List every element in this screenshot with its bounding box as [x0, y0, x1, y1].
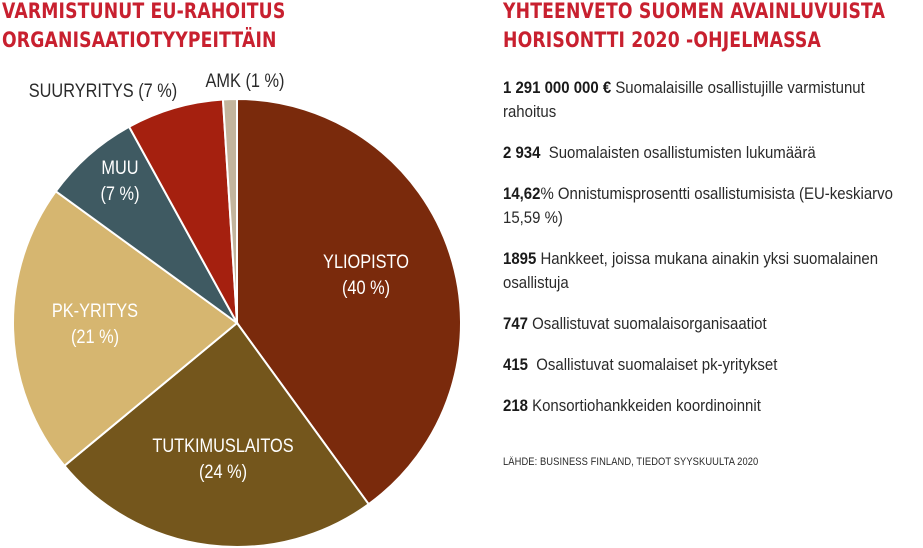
key-figure [503, 312, 917, 336]
pie-label-pk-yritys: PK-YRITYS (21 %) [51, 299, 139, 348]
key-figure-value: 2 934 [503, 143, 541, 162]
key-figure-text: Konsortiohankkeiden koordinoinnit [532, 396, 761, 415]
key-figure-text: Osallistuvat suomalaiset pk-yritykset [536, 355, 778, 374]
chart-title-line-1: VARMISTUNUT EU-RAHOITUS [2, 0, 286, 23]
key-figure [503, 76, 917, 124]
pie-label-suuryritys: SUURYRITYS (7 %) [28, 79, 178, 102]
key-figure [503, 182, 917, 230]
key-figure [503, 141, 917, 165]
summary-title-line-2: HORISONTTI 2020 -OHJELMASSA [503, 28, 821, 52]
pie-label-muu: MUU (7 %) [100, 156, 140, 205]
pie-label-yliopisto: YLIOPISTO (40 %) [323, 250, 409, 299]
key-figure-value: 747 [503, 314, 528, 333]
chart-title-line-2: ORGANISAATIOTYYPEITTÄIN [2, 28, 277, 52]
key-figure [503, 247, 917, 295]
key-figure-value: 1 291 000 000 € [503, 78, 612, 97]
summary-title [503, 0, 885, 55]
pie-label-amk: AMK (1 %) [205, 69, 285, 92]
pie-label-tutkimuslaitos: TUTKIMUSLAITOS (24 %) [152, 434, 294, 483]
source-note: LÄHDE: BUSINESS FINLAND, TIEDOT SYYSKUULTA 2020 [503, 456, 759, 468]
key-figure-text: % Onnistumisprosentti osallistumisista (EU-keskiarvo 15,59 %) [503, 184, 893, 227]
key-figures-list [503, 76, 923, 435]
key-figure [503, 394, 917, 418]
key-figure-text: Hankkeet, joissa mukana ainakin yksi suomalainen osallistuja [503, 249, 879, 292]
key-figure-value: 415 [503, 355, 528, 374]
key-figure-value: 218 [503, 396, 528, 415]
key-figure-text: Osallistuvat suomalaisorganisaatiot [532, 314, 767, 333]
summary-title-line-1: YHTEENVETO SUOMEN AVAINLUVUISTA [503, 0, 886, 23]
key-figure-text: Suomalaisten osallistumisten lukumäärä [548, 143, 816, 162]
key-figure-value: 14,62 [503, 184, 541, 203]
key-figure-text: Suomalaisille osallistujille varmistunut rahoitus [503, 78, 865, 121]
key-figure-value: 1895 [503, 249, 537, 268]
key-figure [503, 353, 917, 377]
